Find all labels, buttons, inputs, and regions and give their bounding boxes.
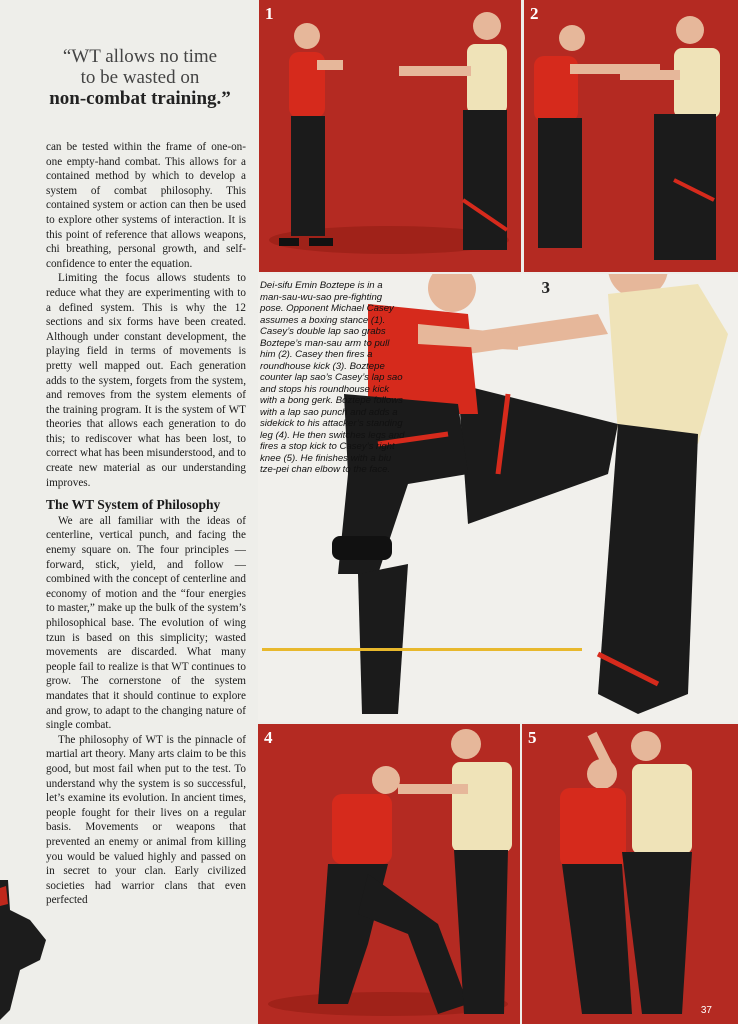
photo-step-1	[259, 0, 521, 272]
pull-quote-line-3: non-combat training.”	[49, 88, 231, 109]
fighters-illustration	[259, 0, 521, 272]
photo-step-4	[258, 724, 520, 1024]
caption-rule	[262, 648, 582, 651]
step-number: 4	[264, 728, 273, 747]
section-heading: The WT System of Philosophy	[46, 497, 221, 513]
step-number: 3	[541, 278, 550, 297]
body-paragraph: can be tested within the frame of one-on-one empty-hand combat. This allows for a contained method by which to develop a system of combat philosophy. This contained system or action can then be used to explore other systems of interaction. It is this point of reference that allows weapons, chi breathing, personal growth, and self-confidence to enter the equation.	[46, 141, 246, 270]
body-paragraph: The philosophy of WT is the pinnacle of martial art theory. Many arts claim to be this good, but most fail when put to the test. To understand why the system is so successful, let’s examine its evolution. In ancient times, people fought for their lives on a regular basis. Movements or weapons that prevented an enemy or animal from killing you would be valued highly and passed on in secret to your clan. Early civilized societies had warrior clans that even perfected	[46, 733, 246, 907]
photo-step-5	[522, 724, 738, 1024]
pull-quote-line-2: to be wasted on	[80, 67, 200, 88]
page-number: 37	[700, 1005, 712, 1016]
body-paragraph: We are all familiar with the ideas of centerline, vertical punch, and facing the enemy square on. The four principles — forward, stick, yield, and follow — combined with the concept of centerline and economy of motion and the “four energies to master,” make up the bulk of the system’s philosophical base. The evolution of wing tzun is based on this simplicity; wasted movements are discarded. What many people fail to realize is that WT continues to grow. The cornerstone of the system mandates that it should continue to explore and grow, to adapt to the changing nature of single combat.	[46, 514, 246, 732]
photo-caption: Dei-sifu Emin Boztepe is in a man-sau-wu-sao pre-fighting pose. Opponent Michael Casey assumes a boxing stance (1). Casey’s double lap sao grabs Boztepe’s man-sau arm to pull him (2). Casey then fires a roundhouse kick (3). Boztepe counter lap sao’s Casey’s lap sao and stops his roundhouse kick with a bong gerk. Boztepe follows with a lap sao punch and adds a sidekick to his attacker’s standing leg (4). He then switches legs and fires a stop kick to Casey’s right knee (5). He finishes with a biu tze-pei chan elbow to the face.	[260, 280, 405, 475]
step-number: 5	[528, 728, 537, 747]
photo-step-2	[524, 0, 738, 272]
fighters-illustration	[258, 724, 520, 1024]
body-paragraph: Limiting the focus allows students to reduce what they are experimenting with to a defined system. This is why the 12 sections and six forms have been created. Although under constant development, the playing field in terms of movements is pretty well mapped out. Each generation adds to the system, forgets from the system, and removes from the system elements of the training program. It is the system of WT theories that allows each generation to do this; to rediscover what has been lost, to correct what has been misunderstood, and to create new material as our understanding improves.	[46, 272, 246, 489]
body-column	[46, 140, 246, 908]
step-number: 2	[530, 4, 539, 23]
step-number: 1	[265, 4, 274, 23]
fighters-illustration	[522, 724, 738, 1024]
pull-quote-line-1: “WT allows no time	[62, 46, 218, 67]
pull-quote	[22, 46, 258, 109]
fighters-illustration	[524, 0, 738, 272]
partial-photo-figure	[0, 880, 50, 1024]
